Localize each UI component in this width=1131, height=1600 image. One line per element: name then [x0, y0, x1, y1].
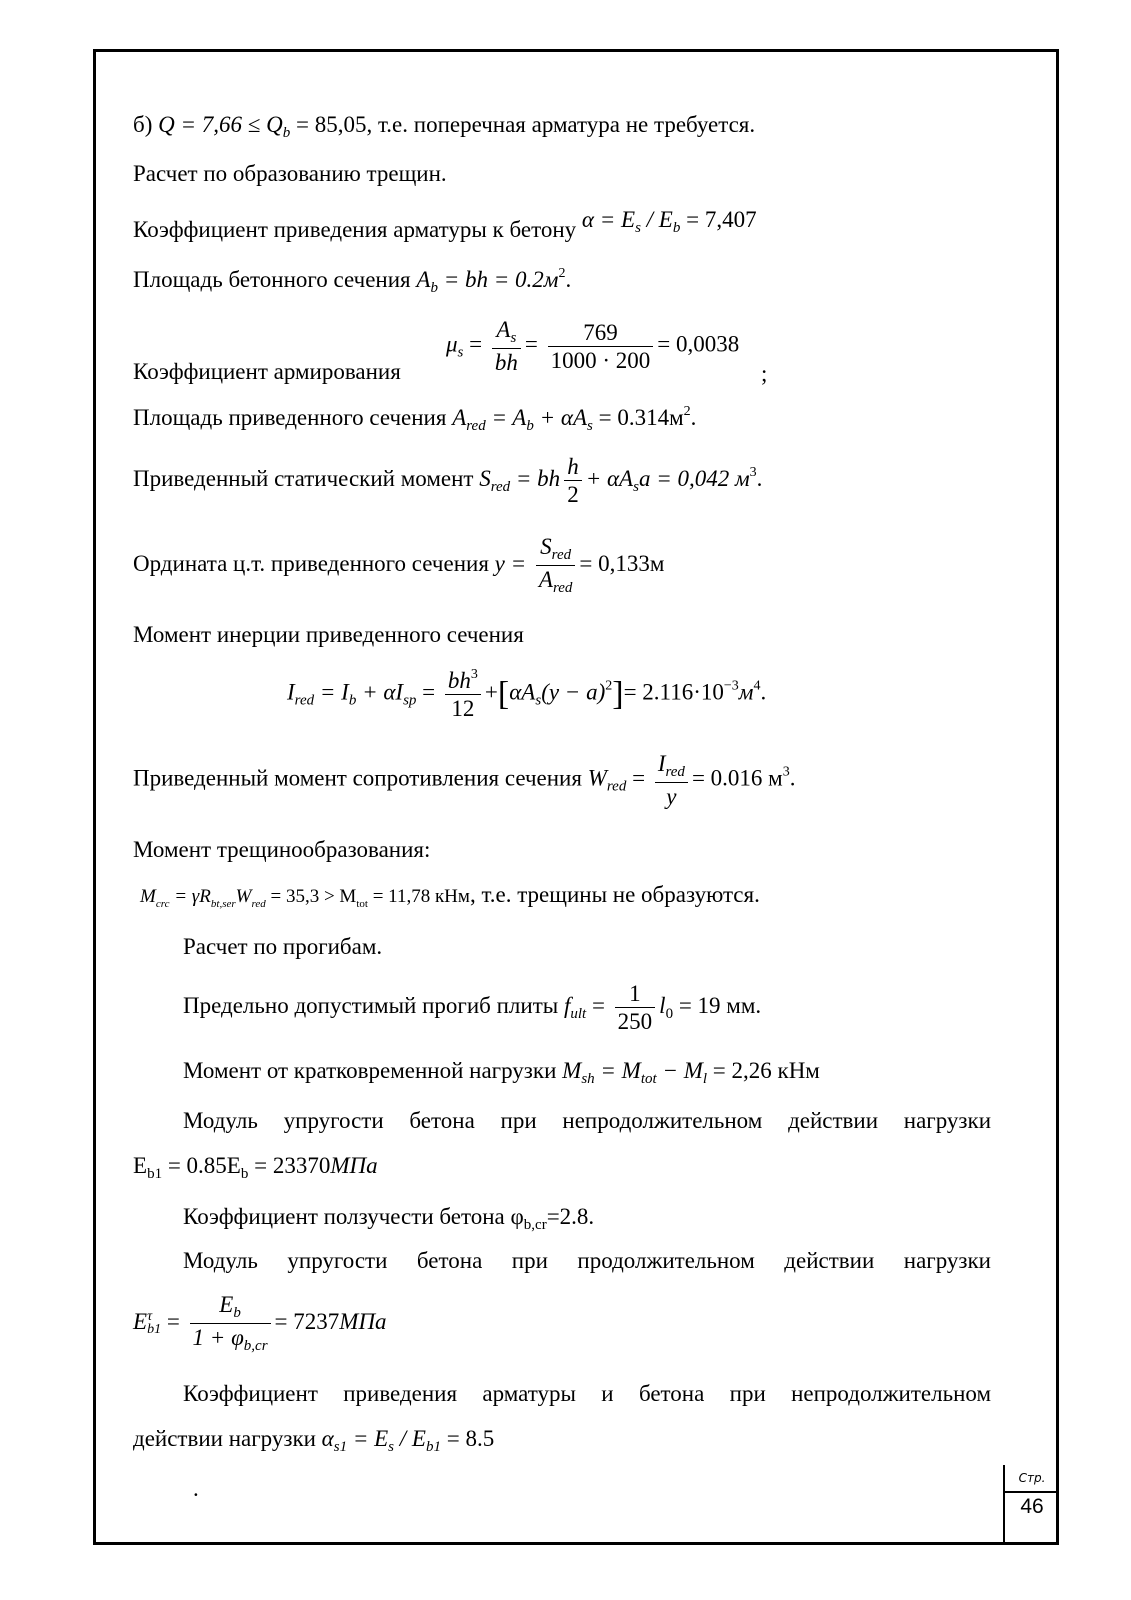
page-number: 46 — [1020, 1495, 1044, 1518]
line-shear-check: б) $Q = 7,66 \le Q_b = 85,05$, т.е. поперечная арматура не требуется. — [133, 112, 756, 141]
line-cracking-moment: $M_{crc} = \gamma R_{bt,ser}W_{red} = 35,3 > M_{tot} = 11,78$ кНм, т.е. трещины не образуются. — [140, 882, 760, 910]
line-modulus-long-term: E τ b1 = $\frac{E_b}{1 + \varphi_{b,cr}}$ = 7237МПа — [133, 1292, 387, 1354]
heading-deflection: Расчет по прогибам. — [183, 934, 383, 959]
formula-inertia-moment: $I_{red} = I_b + \alpha I_{sp}$ = $\frac{bh^3}{12}$ $+[\alpha A_s(y - a)^2]= 2.116\cdot 10^{-3}м^4$. — [287, 667, 767, 721]
line-ratio: действии нагрузки $\alpha_{s1} = E_s / E_{b1} = 8.5$ — [133, 1426, 495, 1455]
page-stamp — [1003, 1465, 1059, 1545]
page-label: Стр. — [1005, 1465, 1059, 1493]
line-concrete-area: Площадь бетонного сечения $A_b$ = bh = $0.2м^2$. — [133, 266, 572, 296]
line-reinforcement-ratio-label: Коэффициент армирования — [133, 359, 401, 384]
line-creep-coefficient: Коэффициент ползучести бетона $\varphi_{b,cr}=2.8$. — [183, 1204, 595, 1233]
line-section-modulus: Приведенный момент сопротивления сечения $W_{red}$ = $\frac{I_{red}}{y}$ = 0.016 $м^3$. — [133, 751, 796, 809]
line-static-moment: Приведенный статический момент $S_{red}$ = bh $\frac{h}{2}$ + $\alpha A_sa = 0,042$ $м^3$. — [133, 454, 763, 507]
line-ratio-label: Коэффициент приведения арматуры и бетона при непродолжительном — [183, 1381, 991, 1406]
formula-reinforcement-ratio: $\mu_s$ = $\frac{A_s}{bh}$ = $\frac{769}{1000 \cdot 200}$ = 0,0038 — [446, 317, 740, 375]
stray-dot: . — [193, 1476, 199, 1501]
line-modulus-short-term: $E_{b1} = 0.85E_b = 23370МПа$ — [133, 1153, 378, 1182]
heading-inertia-moment: Момент инерции приведенного сечения — [133, 622, 524, 647]
line-reduced-area: Площадь приведенного сечения $A_{red} = A_b + \alpha A_s = 0.314м^2$. — [133, 404, 697, 434]
line-modulus-long-term-label: Модуль упругости бетона при продолжительном действии нагрузки — [183, 1248, 991, 1273]
line-allowable-deflection: Предельно допустимый прогиб плиты $f_{ult}$ = $\frac{1}{250}$ $l_0 = 19$ мм. — [183, 981, 762, 1034]
heading-crack-formation: Расчет по образованию трещин. — [133, 161, 447, 186]
line-short-term-moment: Момент от кратковременной нагрузки $M_{sh} = M_{tot} - M_l = 2,26$ кНм — [183, 1058, 820, 1087]
line-modulus-short-term-label: Модуль упругости бетона при непродолжительном действии нагрузки — [183, 1108, 991, 1133]
semicolon: ; — [761, 361, 768, 386]
line-centroid-ordinate: Ордината ц.т. приведенного сечения y = $\frac{S_{red}}{A_{red}}$ = 0,133м — [133, 534, 665, 596]
line-reduction-coefficient: Коэффициент приведения арматуры к бетону $\alpha = E_s / E_b = 7,407$ — [133, 207, 757, 242]
heading-cracking-moment: Момент трещинообразования: — [133, 837, 431, 862]
